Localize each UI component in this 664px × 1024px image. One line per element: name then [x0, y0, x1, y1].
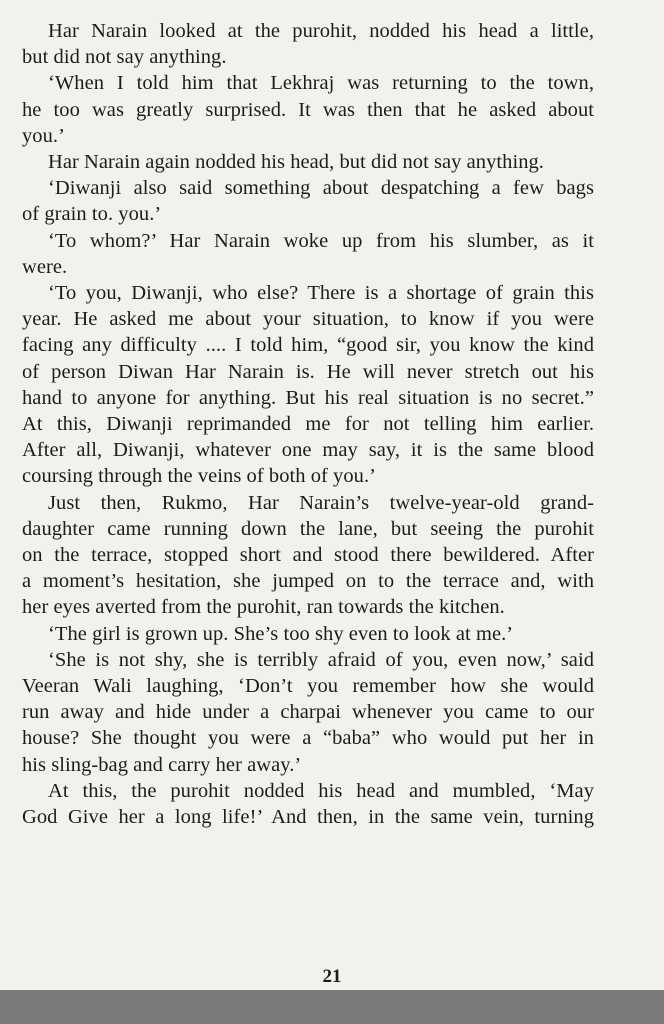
- text-line: hand to anyone for anything. But his real situation is no secret.”: [22, 386, 594, 409]
- paragraph: [22, 621, 594, 647]
- text-line: God Give her a long life!’ And then, in the same vein, turning: [22, 806, 594, 829]
- paragraph: [22, 70, 594, 149]
- text-line: his sling-bag and carry her away.’: [22, 753, 302, 776]
- paragraph: [22, 175, 594, 227]
- text-line: facing any difficulty .... I told him, “good sir, you know the kind: [22, 334, 594, 357]
- paragraph: [22, 228, 594, 280]
- text-line: her eyes averted from the purohit, ran towards the kitchen.: [22, 596, 505, 619]
- text-line: ‘When I told him that Lekhraj was returning to the town,: [48, 72, 594, 95]
- text-line: you.’: [22, 124, 65, 147]
- text-line: on the terrace, stopped short and stood there bewildered. After: [22, 544, 594, 567]
- text-line: of grain to. you.’: [22, 203, 162, 226]
- text-line: Har Narain again nodded his head, but did not say anything.: [48, 151, 544, 174]
- text-line: ‘To you, Diwanji, who else? There is a shortage of grain this: [48, 282, 594, 305]
- body-text: [22, 18, 594, 830]
- text-line: daughter came running down the lane, but seeing the purohit: [22, 517, 594, 540]
- paragraph: [22, 647, 594, 778]
- paragraph: [22, 18, 594, 70]
- text-line: run away and hide under a charpai whenever you came to our: [22, 701, 594, 724]
- text-line: After all, Diwanji, whatever one may say, it is the same blood: [22, 439, 594, 462]
- text-line: house? She thought you were a “baba” who would put her in: [22, 727, 594, 750]
- text-line: of person Diwan Har Narain is. He will never stretch out his: [22, 360, 594, 383]
- text-line: ‘Diwanji also said something about despatching a few bags: [48, 177, 594, 200]
- text-line: he too was greatly surprised. It was then that he asked about: [22, 98, 594, 121]
- text-line: ‘The girl is grown up. She’s too shy even to look at me.’: [48, 622, 514, 645]
- text-line: Just then, Rukmo, Har Narain’s twelve-year-old grand-: [48, 491, 594, 514]
- text-line: were.: [22, 255, 68, 278]
- text-line: ‘She is not shy, she is terribly afraid of you, even now,’ said: [48, 648, 594, 671]
- text-line: At this, the purohit nodded his head and mumbled, ‘May: [48, 779, 594, 802]
- text-line: a moment’s hesitation, she jumped on to the terrace and, with: [22, 570, 594, 593]
- paragraph: [22, 778, 594, 830]
- text-line: coursing through the veins of both of you.’: [22, 465, 377, 488]
- paragraph: [22, 149, 594, 175]
- bottom-margin-strip: [0, 990, 664, 1024]
- text-line: Veeran Wali laughing, ‘Don’t you remember how she would: [22, 675, 594, 698]
- text-line: At this, Diwanji reprimanded me for not telling him earlier.: [22, 413, 594, 436]
- text-line: but did not say anything.: [22, 46, 227, 69]
- paragraph: [22, 280, 594, 490]
- paragraph: [22, 490, 594, 621]
- text-line: year. He asked me about your situation, to know if you were: [22, 308, 594, 331]
- text-line: Har Narain looked at the purohit, nodded his head a little,: [48, 20, 594, 42]
- page-number: 21: [322, 966, 342, 987]
- text-line: ‘To whom?’ Har Narain woke up from his slumber, as it: [48, 229, 594, 252]
